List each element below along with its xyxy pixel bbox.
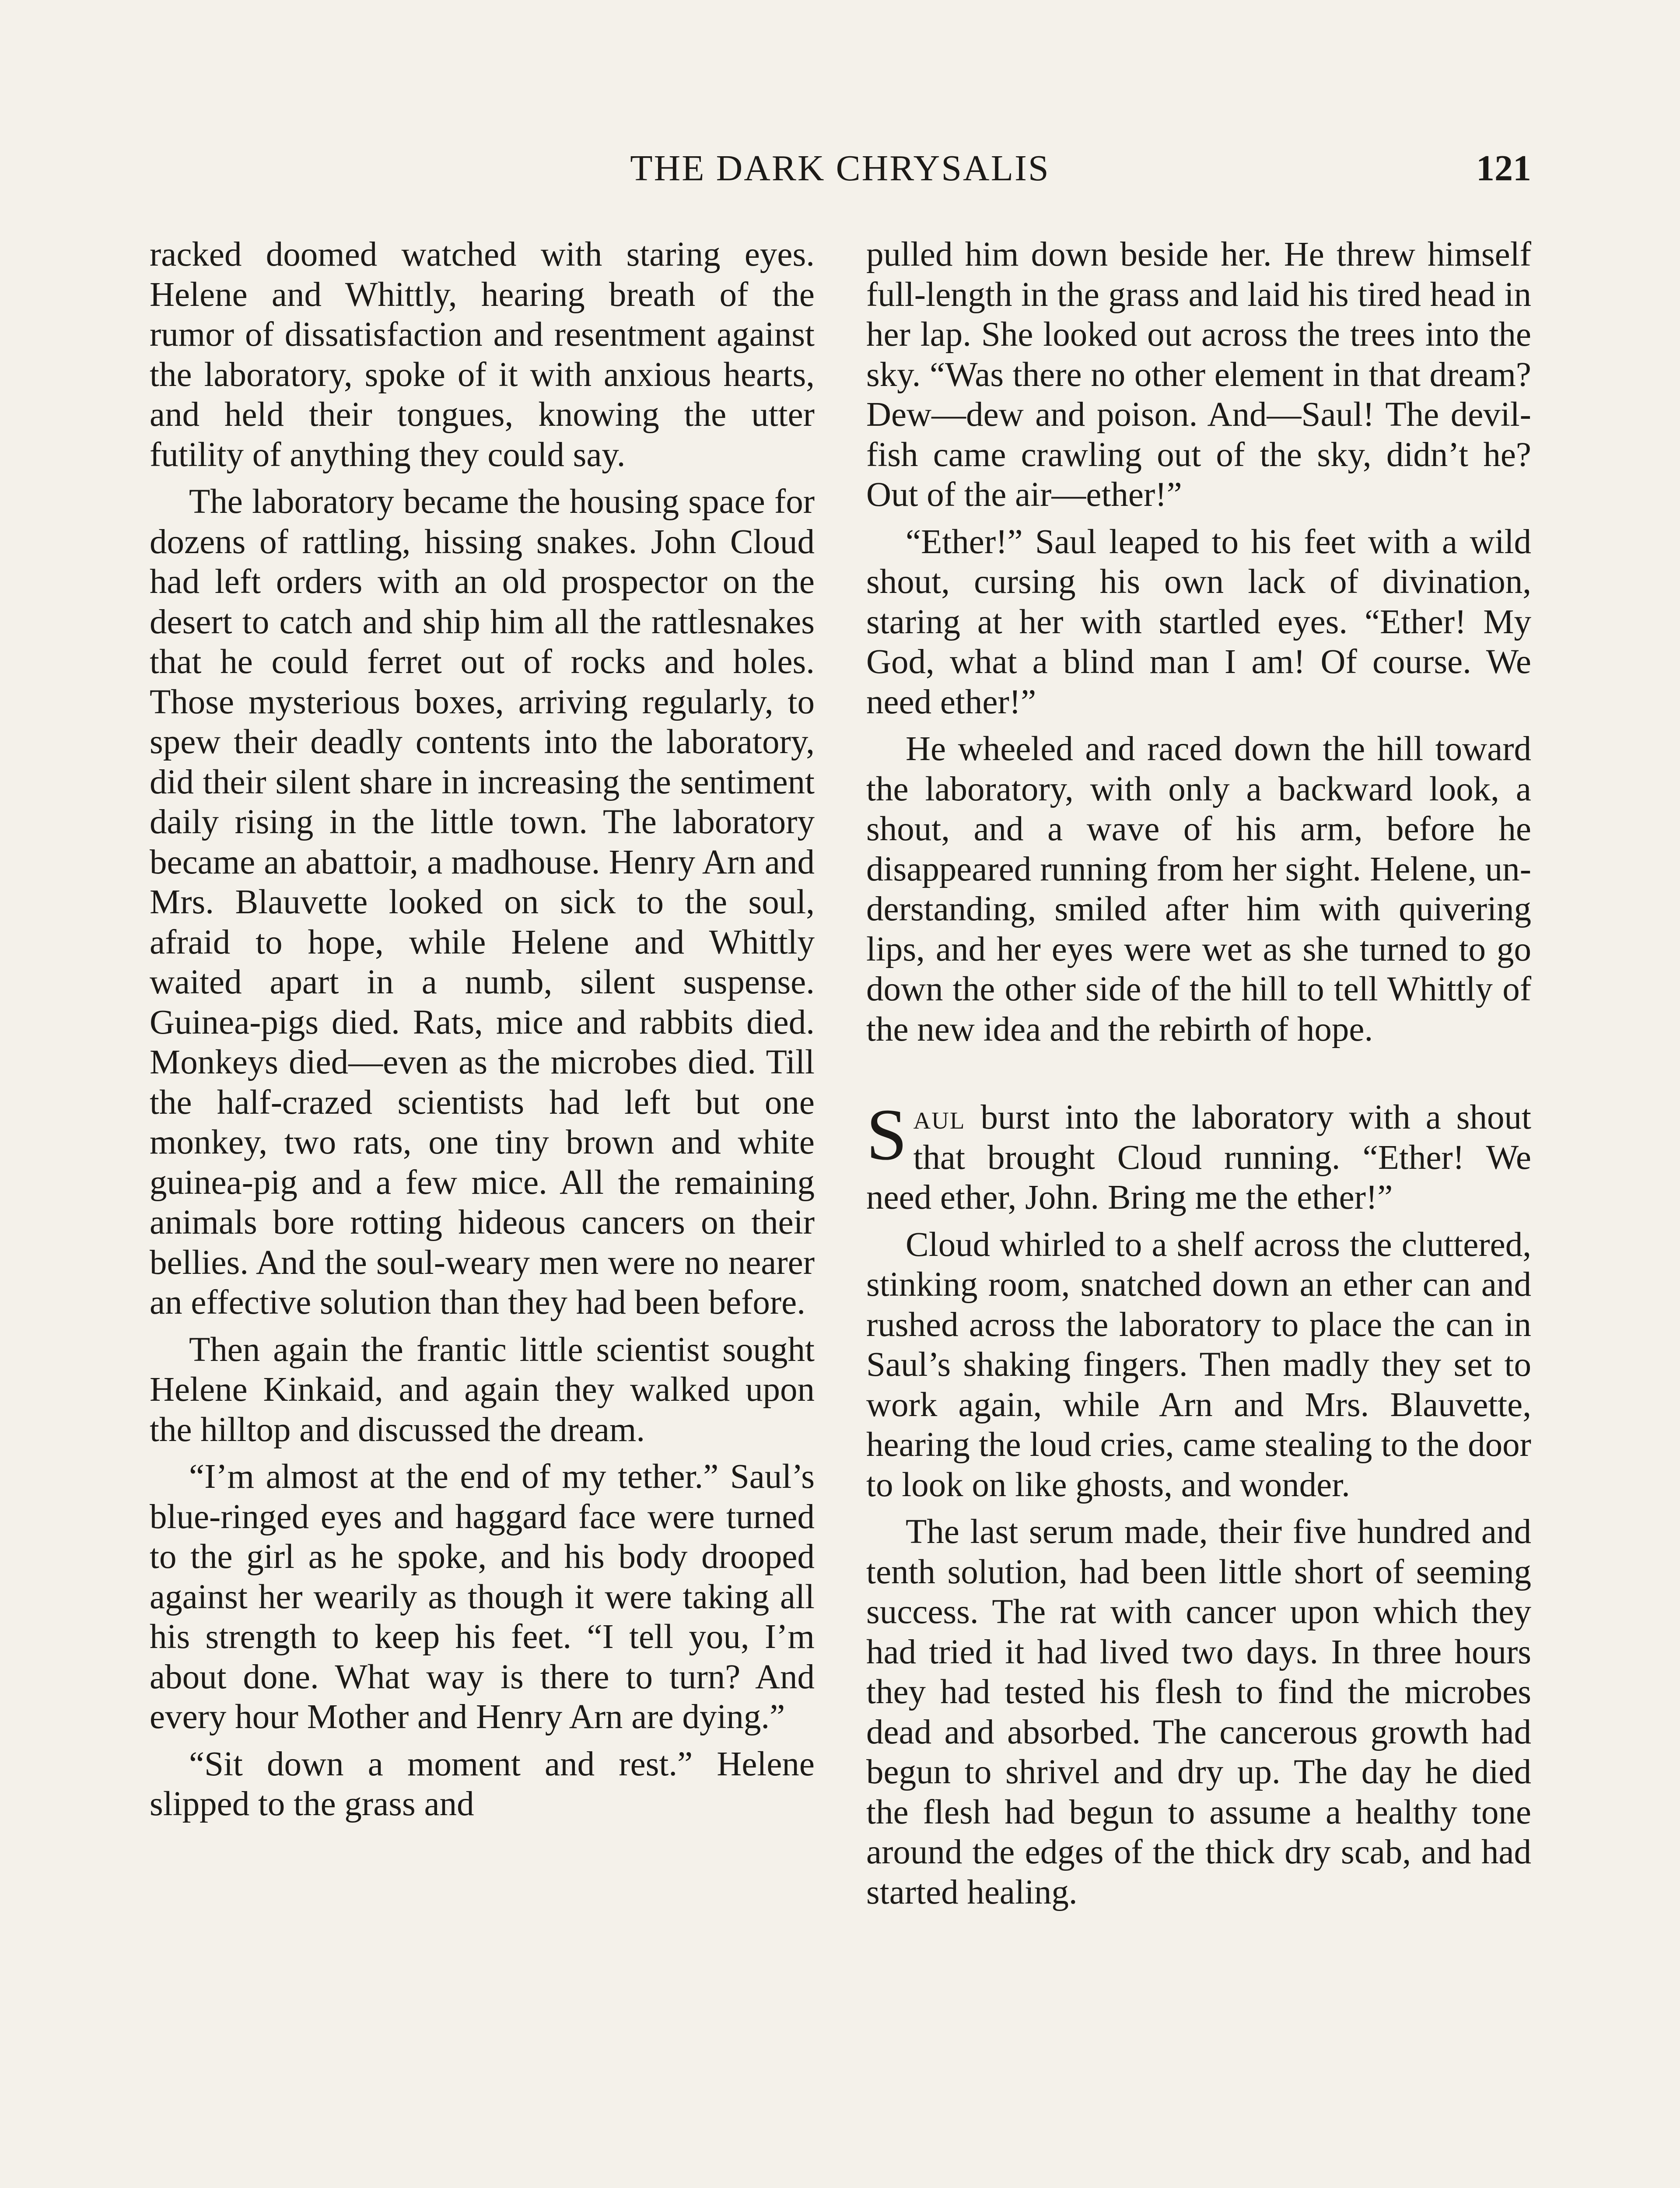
paragraph: “Sit down a moment and rest.” Helene slipped to the grass and <box>150 1745 815 1823</box>
paragraph: The last serum made, their five hundred and tenth solution, had been little short of seeming success. The rat with cancer upon which they had tried it had lived two days. In three hours they had tested his flesh to find the microbes dead and absorbed. The cancerous growth had begun to shrivel and dry up. The day he died the flesh had begun to assume a healthy tone around the edges of the thick dry scab, and had started healing. <box>866 1513 1531 1911</box>
paragraph: The laboratory became the housing space for dozens of rattling, hissing snakes. John Cloud had left orders with an old prospector on the desert to catch and ship him all the rattlesnakes that he could ferret out of rocks and holes. Those mysterious boxes, arriving regularly, to spew their deadly contents into the laboratory, did their silent share in increasing the sentiment daily rising in the little town. The laboratory became an abattoir, a madhouse. Henry Arn and Mrs. Blauvette looked on sick to the soul, afraid to hope, while Helene and Whittly waited apart in a numb, silent suspense. Guinea-pigs died. Rats, mice and rabbits died. Monkeys died—even as the microbes died. Till the half-crazed scientists had left but one monkey, two rats, one tiny brown and white guinea-pig and a few mice. All the remaining animals bore rotting hideous cancers on their bellies. And the soul-weary men were no nearer an effective solution than they had been before. <box>150 483 815 1322</box>
paragraph: pulled him down beside her. He threw himself full-length in the grass and laid his tired head in her lap. She looked out across the trees into the sky. “Was there no other element in that dream? Dew—dew and poison. And—Saul! The devil-fish came crawling out of the sky, didn’t he? Out of the air—ether!” <box>866 235 1531 514</box>
paragraph: He wheeled and raced down the hill toward the laboratory, with only a backward look, a shout, and a wave of his arm, before he disappeared running from her sight. Helene, understanding, smiled after him with quivering lips, and her eyes were wet as she turned to go down the other side of the hill to tell Whittly of the new idea and the rebirth of hope. <box>866 730 1531 1048</box>
paragraph: racked doomed watched with staring eyes. Helene and Whittly, hearing breath of the rumor of dissatisfaction and resentment against the laboratory, spoke of it with anxious hearts, and held their tongues, knowing the utter futility of anything they could say. <box>150 235 815 474</box>
paragraph: Cloud whirled to a shelf across the cluttered, stinking room, snatched down an ether can and rushed across the laboratory to place the can in Saul’s shaking fingers. Then madly they set to work again, while Arn and Mrs. Blauvette, hearing the loud cries, came stealing to the door to look on like ghosts, and wonder. <box>866 1225 1531 1504</box>
section-opening-paragraph <box>866 1094 1531 1218</box>
left-column <box>150 235 815 1831</box>
section-opening-text: burst into the laboratory with a shout that brought Cloud running. “Ether! We need ether, John. Bring me the ether!” <box>866 1098 1531 1217</box>
paragraph: “I’m almost at the end of my tether.” Saul’s blue-ringed eyes and haggard face were turned to the girl as he spoke, and his body drooped against her wearily as though it were taking all his strength to keep his feet. “I tell you, I’m about done. What way is there to turn? And every hour Mother and Henry Arn are dying.” <box>150 1458 815 1736</box>
right-column <box>866 235 1531 1919</box>
page-number: 121 <box>1476 148 1531 189</box>
paragraph: Then again the frantic little scientist sought Helene Kinkaid, and again they walked upon the hilltop and discussed the dream. <box>150 1330 815 1449</box>
page-title: THE DARK CHRYSALIS <box>630 148 1050 189</box>
drop-cap: S <box>866 1094 907 1175</box>
running-head <box>149 147 1531 195</box>
paragraph: “Ether!” Saul leaped to his feet with a wild shout, cursing his own lack of divination, staring at her with startled eyes. “Ether! My God, what a blind man I am! Of course. We need ether!” <box>866 522 1531 721</box>
small-caps-lead: aul <box>913 1098 966 1136</box>
